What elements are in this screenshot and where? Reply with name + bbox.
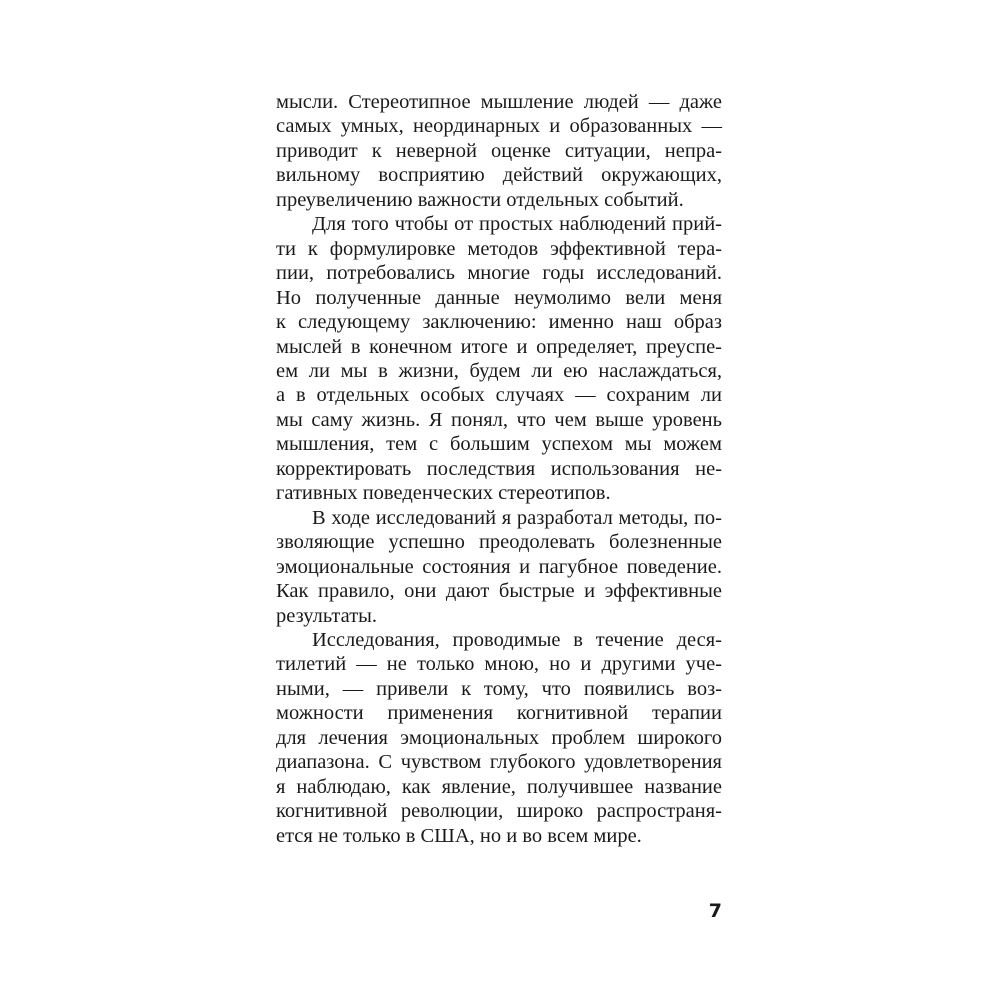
text-line: самых умных, неординарных и образованных —: [276, 115, 722, 138]
text-line: мысли. Стереотипное мышление людей — даже: [276, 91, 722, 113]
text-line: диапазона. С чувством глубокого удовлетворения: [276, 751, 722, 774]
text-line: мышления, тем с большим успехом мы можем: [276, 433, 722, 456]
text-line: ти к формулировке методов эффективной тера-: [276, 237, 722, 260]
text-line: ем ли мы в жизни, будем ли ею наслаждаться,: [276, 359, 722, 382]
text-line: тилетий — не только мною, но и другими уче-: [276, 653, 722, 676]
text-line: а в отдельных особых случаях — сохраним ли: [276, 384, 722, 407]
text-line: зволяющие успешно преодолевать болезненные: [276, 531, 722, 554]
paragraph-2: [276, 212, 722, 505]
text-line: ется не только в США, но и во всем мире.: [276, 824, 642, 847]
text-line: гативных поведенческих стереотипов.: [276, 482, 611, 505]
text-line: приводит к неверной оценке ситуации, непра-: [276, 139, 722, 162]
text-line: преувеличению важности отдельных событий.: [276, 188, 684, 211]
text-line: Но полученные данные неумолимо вели меня: [276, 286, 722, 309]
text-line: вильному восприятию действий окружающих,: [276, 164, 722, 187]
text-line: Как правило, они дают быстрые и эффективные: [276, 580, 722, 603]
text-line: результаты.: [276, 604, 378, 627]
text-line: мыслей в конечном итоге и определяет, преуспе-: [276, 335, 722, 358]
text-line: пии, потребовались многие годы исследований.: [276, 262, 722, 285]
page-number: 7: [708, 900, 722, 922]
text-line: В ходе исследований я разработал методы, по-: [312, 506, 722, 529]
paragraph-3: [276, 506, 722, 628]
text-line: я наблюдаю, как явление, получившее название: [276, 775, 722, 798]
text-line: ными, — привели к тому, что появились воз-: [276, 677, 722, 700]
text-line: корректировать последствия использования не-: [276, 457, 722, 480]
paragraph-1: [276, 90, 722, 212]
text-line: Для того чтобы от простых наблюдений прий-: [312, 213, 722, 236]
text-line: когнитивной революции, широко распространя-: [276, 800, 722, 823]
text-line: эмоциональные состояния и пагубное поведение.: [276, 555, 722, 578]
text-line: можности применения когнитивной терапии: [276, 702, 722, 725]
text-line: для лечения эмоциональных проблем широкого: [276, 726, 722, 749]
text-line: Исследования, проводимые в течение деся-: [312, 628, 722, 651]
text-line: мы саму жизнь. Я понял, что чем выше уровень: [276, 408, 722, 431]
text-line: к следующему заключению: именно наш образ: [276, 311, 722, 334]
paragraph-4: [276, 628, 722, 848]
body-text: [276, 90, 722, 848]
